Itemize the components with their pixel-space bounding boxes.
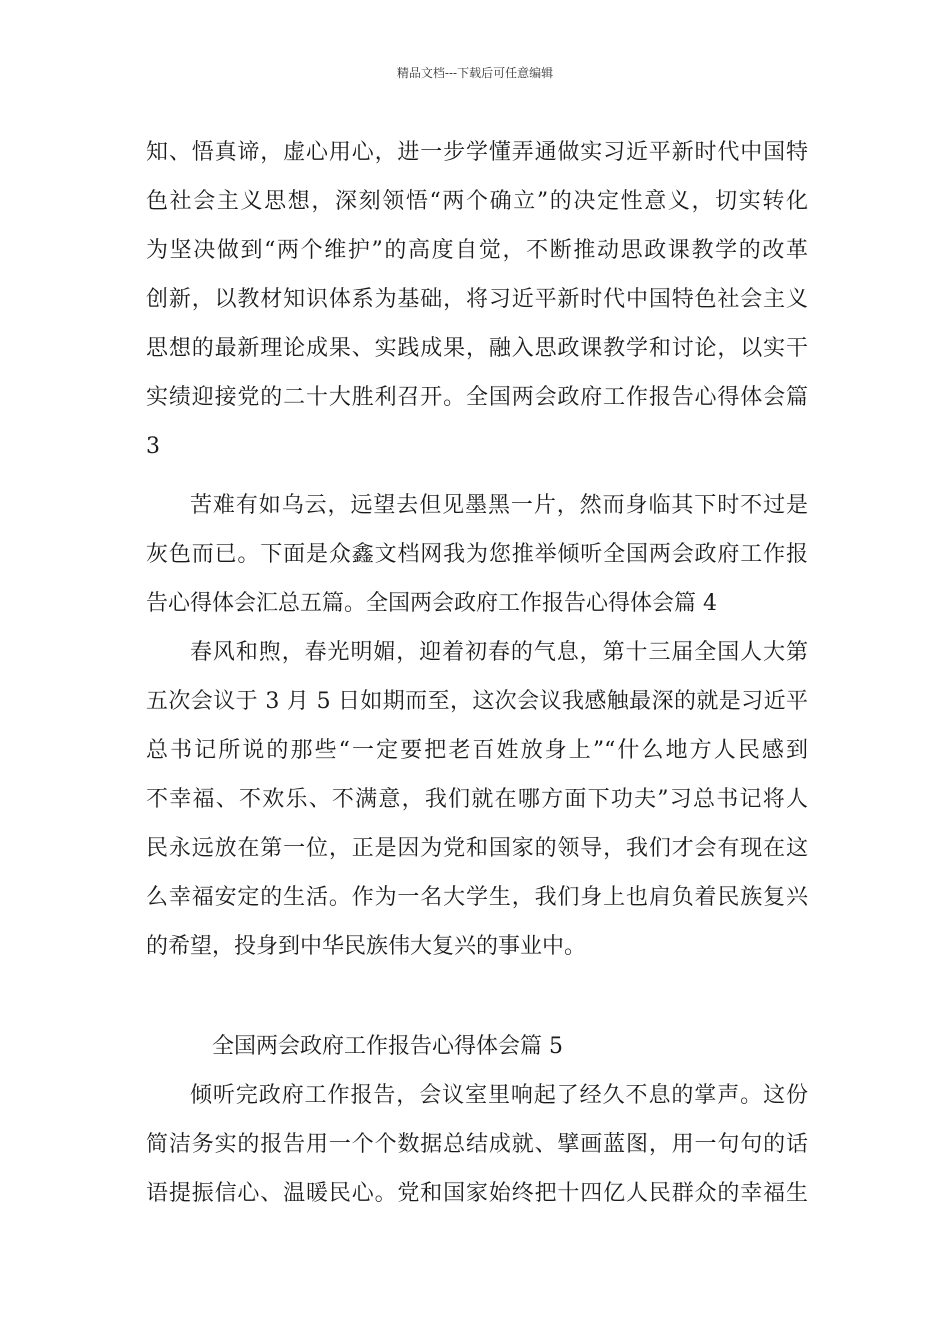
text-line: 么幸福安定的生活。作为一名大学生，我们身上也肩负着民族复兴 bbox=[146, 885, 808, 910]
page-header: 精品文档---下载后可任意编辑 bbox=[396, 66, 554, 80]
text-line: 3 bbox=[146, 434, 160, 459]
section-heading: 全国两会政府工作报告心得体会篇 5 bbox=[212, 1034, 563, 1059]
text-line: 色社会主义思想，深刻领悟“两个确立”的决定性意义，切实转化 bbox=[146, 189, 808, 214]
text-line: 为坚决做到“两个维护”的高度自觉，不断推动思政课教学的改革 bbox=[146, 238, 808, 263]
text-line: 简洁务实的报告用一个个数据总结成就、擘画蓝图，用一句句的话 bbox=[146, 1132, 808, 1157]
text-line: 的希望，投身到中华民族伟大复兴的事业中。 bbox=[146, 934, 587, 959]
paragraph-start: 倾听完政府工作报告，会议室里响起了经久不息的掌声。这份 bbox=[190, 1083, 808, 1108]
text-line: 语提振信心、温暖民心。党和国家始终把十四亿人民群众的幸福生 bbox=[146, 1181, 808, 1206]
text-line: 告心得体会汇总五篇。全国两会政府工作报告心得体会篇 4 bbox=[146, 591, 717, 616]
blank-space bbox=[146, 971, 808, 1022]
text-line: 不幸福、不欢乐、不满意，我们就在哪方面下功夫”习总书记将人 bbox=[146, 787, 808, 812]
text-line: 民永远放在第一位，正是因为党和国家的领导，我们才会有现在这 bbox=[146, 836, 808, 861]
text-line: 知、悟真谛，虚心用心，进一步学懂弄通做实习近平新时代中国特 bbox=[146, 140, 808, 165]
text-line: 创新，以教材知识体系为基础，将习近平新时代中国特色社会主义 bbox=[146, 287, 808, 312]
text-line: 总书记所说的那些“一定要把老百姓放身上”“什么地方人民感到 bbox=[146, 738, 808, 763]
text-line: 实绩迎接党的二十大胜利召开。全国两会政府工作报告心得体会篇 bbox=[146, 385, 808, 410]
paragraph-start: 苦难有如乌云，远望去但见墨黑一片，然而身临其下时不过是 bbox=[190, 493, 808, 518]
text-line: 思想的最新理论成果、实践成果，融入思政课教学和讨论，以实干 bbox=[146, 336, 808, 361]
paragraph-start: 春风和煦，春光明媚，迎着初春的气息，第十三届全国人大第 bbox=[190, 640, 808, 665]
text-line: 灰色而已。下面是众鑫文档网我为您推举倾听全国两会政府工作报 bbox=[146, 542, 808, 567]
text-line: 五次会议于 3 月 5 日如期而至，这次会议我感触最深的就是习近平 bbox=[146, 689, 808, 714]
document-body bbox=[146, 128, 808, 1218]
